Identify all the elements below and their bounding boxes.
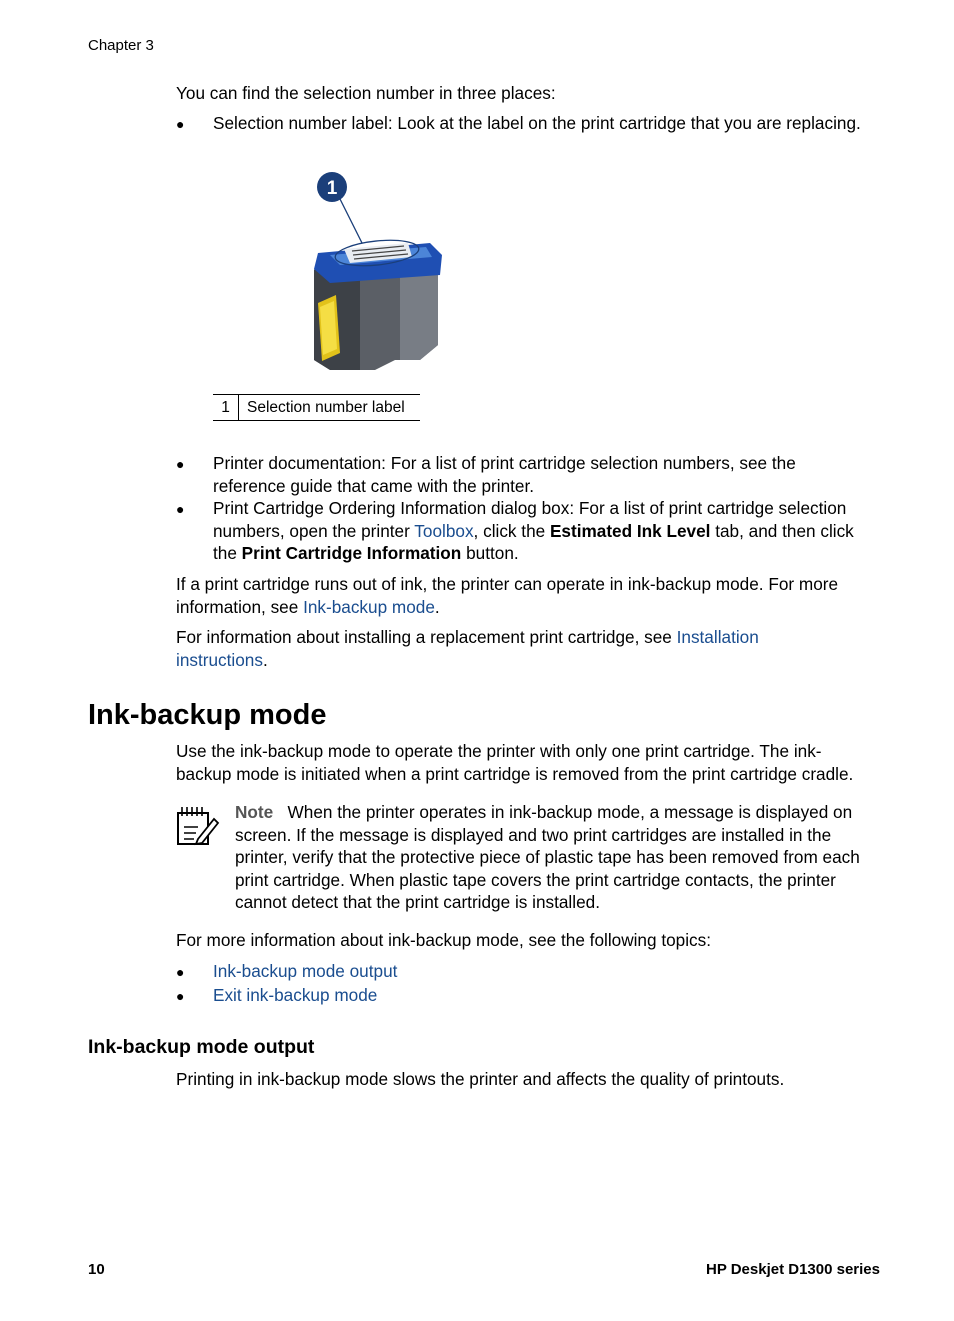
bullet-text-line: reference guide that came with the printer.: [213, 475, 535, 496]
subsection-body: Printing in ink-backup mode slows the printer and affects the quality of printouts.: [176, 1069, 785, 1089]
installation-instructions-link-cont[interactable]: instructions: [176, 649, 263, 670]
ink-backup-mode-output-link[interactable]: Ink-backup mode output: [213, 961, 398, 981]
bullet-icon: ●: [176, 116, 185, 132]
bullet-icon: ●: [176, 964, 185, 980]
bullet-icon: ●: [176, 988, 185, 1004]
subsection-heading: Ink-backup mode output: [88, 1036, 315, 1058]
installation-instructions-link[interactable]: Installation: [676, 627, 759, 647]
exit-ink-backup-mode-link[interactable]: Exit ink-backup mode: [213, 985, 378, 1005]
callout-table: [213, 394, 420, 421]
out-of-ink-paragraph: If a print cartridge runs out of ink, the printer can operate in ink-backup mode. For more information, see Ink-backup mode.: [176, 574, 839, 617]
note-text: Note When the printer operates in ink-backup mode, a message is displayed on screen. If the message is displayed and two print cartridges are installed in the printer, verify that the protective piece of plastic tape has been removed from each print cartridge. When plastic tape covers the print cartridge contacts, the printer cannot detect that the print cartridge is installed.: [235, 802, 860, 912]
callout-marker-number: 1: [326, 178, 338, 199]
callout-table-divider: [238, 395, 239, 420]
bullet-text-line: Printer documentation: For a list of print cartridge selection numbers, see the: [213, 453, 796, 473]
estimated-ink-level-tab-name: Estimated Ink Level: [549, 520, 711, 541]
note-icon: [176, 805, 220, 847]
chapter-header: Chapter 3: [88, 37, 154, 54]
callout-table-number: 1: [221, 399, 230, 416]
intro-text: You can find the selection number in three places:: [176, 83, 556, 103]
installation-paragraph: For information about installing a replacement print cartridge, see Installation instructions.: [176, 627, 759, 670]
callout-leader-line: [338, 195, 362, 243]
bullet-text-line: the Print Cartridge Information button.: [213, 543, 519, 563]
bullet-text-line: Print Cartridge Ordering Information dialog box: For a list of print cartridge selection: [213, 498, 847, 518]
bullet-icon: ●: [176, 456, 185, 472]
bullet-text-line: numbers, open the printer Toolbox, click the Estimated Ink Level tab, and then click: [213, 520, 854, 541]
page-number: 10: [88, 1261, 105, 1278]
print-cartridge-information-button-name: Print Cartridge Information: [241, 543, 462, 563]
bullet-icon: ●: [176, 501, 185, 517]
ink-backup-mode-link[interactable]: Ink-backup mode: [303, 596, 435, 617]
toolbox-link[interactable]: Toolbox: [414, 520, 474, 541]
callout-table-label: Selection number label: [247, 399, 405, 416]
print-cartridge-image: [314, 237, 442, 370]
section-heading: Ink-backup mode: [88, 699, 327, 731]
print-cartridge-figure: [300, 165, 460, 375]
more-info-text: For more information about ink-backup mode, see the following topics:: [176, 930, 711, 950]
note-label: Note: [235, 802, 274, 822]
product-name: HP Deskjet D1300 series: [705, 1261, 880, 1278]
section-body: Use the ink-backup mode to operate the printer with only one print cartridge. The ink- backup mode is initiated when a print cartridge is removed from the print cartridge cradle.: [176, 741, 854, 784]
